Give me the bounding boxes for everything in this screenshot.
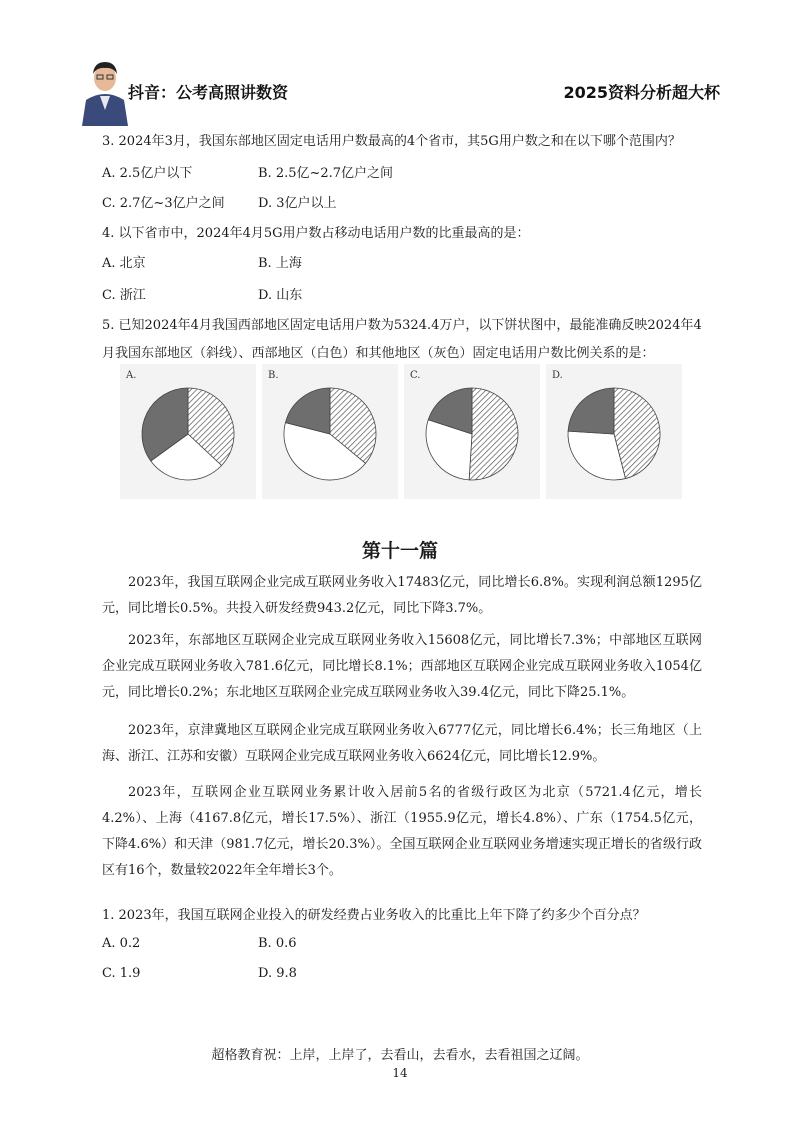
header-right-title: 2025资料分析超大杯 (563, 83, 720, 102)
question-5-stem-line1: 5. 已知2024年4月我国西部地区固定电话用户数为5324.4万户，以下饼状图中，最能准确反映2024年4 (102, 318, 702, 333)
pie-option-c-label: C. (410, 370, 421, 381)
paragraph-3: 2023年，京津冀地区互联网企业完成互联网业务收入6777亿元，同比增长6.4%；长三角地区（上海、浙江、江苏和安徽）互联网企业完成互联网业务收入6624亿元，同比增长12.9%。 (102, 723, 702, 764)
presenter-avatar (78, 50, 132, 126)
question-4-option-d: D. 山东 (258, 288, 303, 303)
question-1-option-d: D. 9.8 (258, 966, 297, 981)
question-1-stem: 1. 2023年，我国互联网企业投入的研发经费占业务收入的比重比上年下降了约多少个百分点？ (102, 908, 646, 923)
question-1-option-b: B. 0.6 (258, 936, 297, 951)
question-3-option-b: B. 2.5亿~2.7亿户之间 (258, 166, 394, 181)
question-3-option-a: A. 2.5亿户以下 (102, 166, 193, 181)
question-3-stem: 3. 2024年3月，我国东部地区固定电话用户数最高的4个省市，其5G用户数之和在以下哪个范围内？ (102, 134, 681, 149)
pie-option-a-box (120, 364, 256, 499)
page-number: 14 (392, 1066, 408, 1080)
section-title: 第十一篇 (361, 540, 438, 562)
pie-option-d-box (546, 364, 682, 499)
question-4-option-b: B. 上海 (258, 256, 302, 271)
paragraph-2: 2023年，东部地区互联网企业完成互联网业务收入15608亿元，同比增长7.3%；中部地区互联网企业完成互联网业务收入781.6亿元，同比增长8.1%；西部地区互联网企业完成互联网业务收入1054亿元，同比增长0.2%；东北地区互联网企业完成互联网业务收入39.4亿元，同比下降25.1%。 (102, 633, 702, 700)
pie-c-slice-hatched (469, 388, 518, 480)
pie-option-b-box (262, 364, 398, 499)
question-4-option-a: A. 北京 (102, 256, 146, 271)
pie-option-c-box (404, 364, 540, 499)
pie-option-a-label: A. (126, 370, 137, 381)
pie-option-d-label: D. (552, 370, 563, 381)
question-1-option-a: A. 0.2 (102, 936, 141, 951)
pie-option-c (404, 364, 540, 499)
pie-chart-options (120, 364, 680, 499)
question-4-stem: 4. 以下省市中，2024年4月5G用户数占移动电话用户数的比重最高的是： (102, 226, 530, 241)
paragraph-1: 2023年，我国互联网企业完成互联网业务收入17483亿元，同比增长6.8%。实现利润总额1295亿元，同比增长0.5%。共投入研发经费943.2亿元，同比下降3.7%。 (102, 575, 702, 616)
pie-option-a (120, 364, 256, 499)
header-left-title: 抖音：公考高照讲数资 (128, 83, 289, 102)
paragraph-4: 2023年，互联网企业互联网业务累计收入居前5名的省级行政区为北京（5721.4亿元，增长4.2%）、上海（4167.8亿元，增长17.5%）、浙江（1955.9亿元，增长4.8%）、广东（1754.5亿元，下降4.6%）和天津（981.7亿元，增长20.3%）。全国互联网企业互联网业务增速实现正增长的省级行政区有16个，数量较2022年全年增长3个。 (102, 785, 702, 878)
pie-d-slice-gray (568, 388, 614, 434)
question-4-option-c: C. 浙江 (102, 288, 146, 303)
pie-option-b (262, 364, 398, 499)
footer-motto: 超格教育祝：上岸，上岸了，去看山，去看水，去看祖国之辽阔。 (211, 1048, 589, 1063)
pie-option-d (546, 364, 682, 499)
page-header (0, 0, 800, 128)
question-5-stem-line2: 月我国东部地区（斜线）、西部地区（白色）和其他地区（灰色）固定电话用户数比例关系的是： (102, 346, 655, 361)
question-3-option-c: C. 2.7亿~3亿户之间 (102, 196, 225, 211)
pie-option-b-label: B. (268, 370, 279, 381)
question-3-option-d: D. 3亿户以上 (258, 196, 337, 211)
question-1-option-c: C. 1.9 (102, 966, 141, 981)
